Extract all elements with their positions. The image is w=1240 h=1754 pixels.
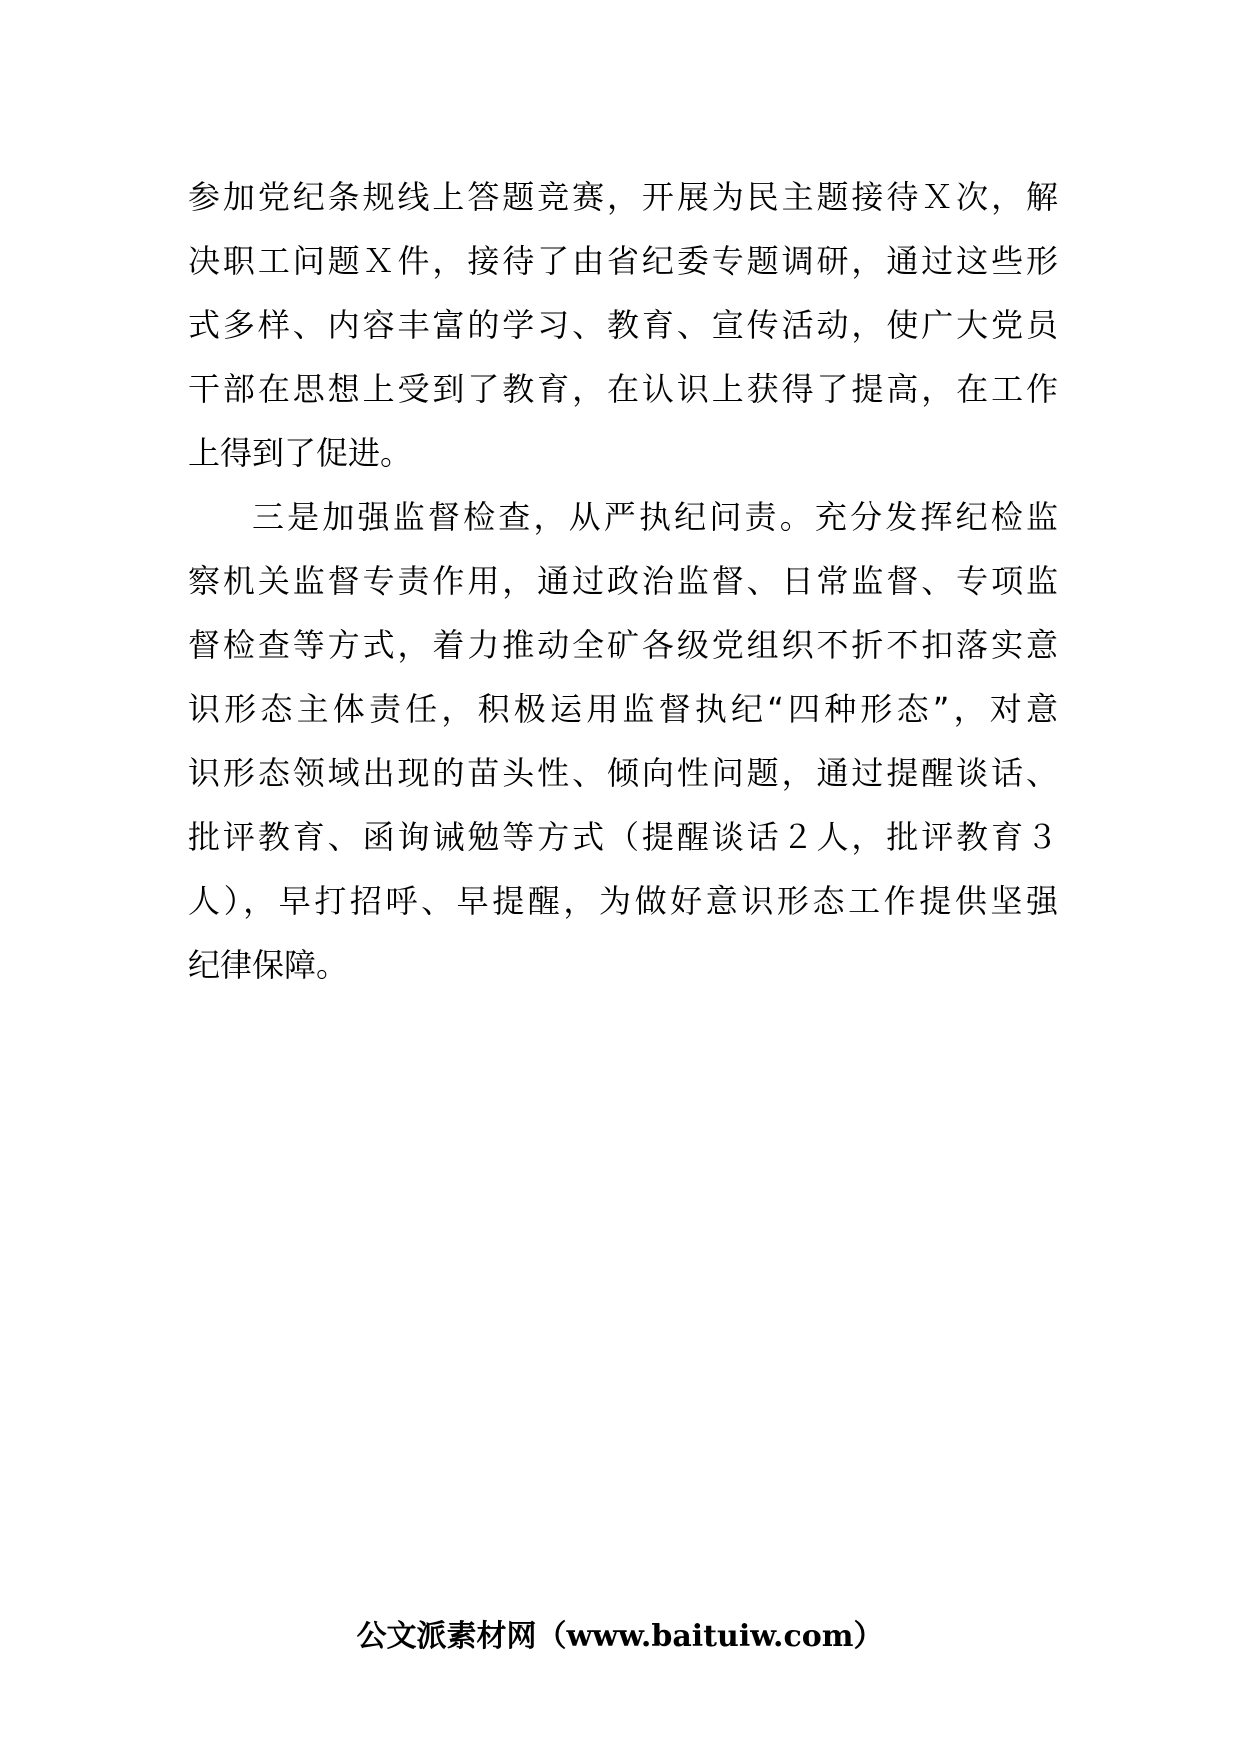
text-line: 纪律保障。 bbox=[188, 946, 349, 984]
footer-watermark: 公文派素材网（www.baituiw.com） bbox=[356, 1619, 884, 1654]
text-line: 上得到了促进。 bbox=[188, 434, 413, 472]
text-line: 识形态领域出现的苗头性、倾向性问题，通过提醒谈话、 bbox=[188, 754, 1058, 792]
text-line: 人），早打招呼、早提醒，为做好意识形态工作提供坚强 bbox=[188, 882, 1058, 920]
text-line: 式多样、内容丰富的学习、教育、宣传活动，使广大党员 bbox=[188, 306, 1058, 344]
text-line: 三是加强监督检查，从严执纪问责。充分发挥纪检监 bbox=[252, 498, 1058, 536]
paragraph-1 bbox=[188, 165, 1058, 485]
text-line: 督检查等方式，着力推动全矿各级党组织不折不扣落实意 bbox=[188, 626, 1058, 664]
text-line: 干部在思想上受到了教育，在认识上获得了提高，在工作 bbox=[188, 370, 1058, 408]
text-line: 察机关监督专责作用，通过政治监督、日常监督、专项监 bbox=[188, 562, 1058, 600]
text-line: 决职工问题Ｘ件，接待了由省纪委专题调研，通过这些形 bbox=[188, 242, 1058, 280]
document-body bbox=[188, 165, 1058, 997]
text-line: 参加党纪条规线上答题竞赛，开展为民主题接待Ｘ次，解 bbox=[188, 178, 1058, 216]
text-line: 批评教育、函询诫勉等方式（提醒谈话２人，批评教育３ bbox=[188, 818, 1058, 856]
text-line: 识形态主体责任，积极运用监督执纪“四种形态”，对意 bbox=[188, 690, 1058, 728]
paragraph-2 bbox=[188, 485, 1058, 997]
